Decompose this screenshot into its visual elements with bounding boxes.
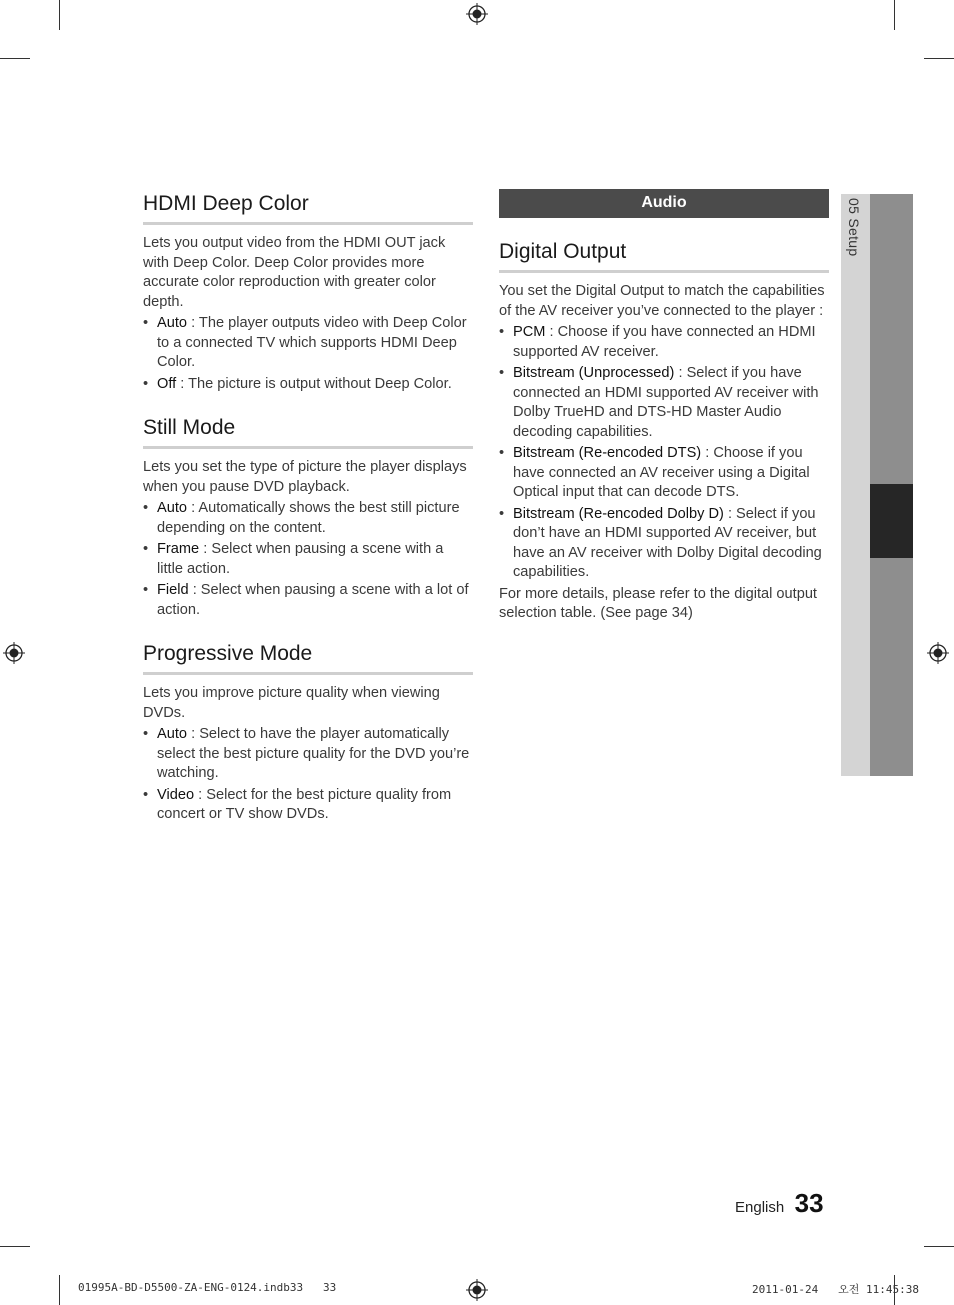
option-text: : Choose if you have connected an AV receiver using a Digital Optical input that can decode DTS. bbox=[513, 445, 810, 500]
page-footer bbox=[735, 1188, 824, 1219]
page-number: 33 bbox=[794, 1188, 824, 1218]
section-title: HDMI Deep Color bbox=[143, 192, 473, 225]
list-item bbox=[143, 786, 473, 825]
option-term: Auto bbox=[157, 726, 188, 742]
list-item bbox=[499, 323, 829, 362]
chapter-tab-background bbox=[841, 194, 870, 776]
crop-mark bbox=[59, 0, 60, 30]
option-term: Off bbox=[157, 375, 177, 392]
bullet: • bbox=[143, 726, 149, 742]
list-item bbox=[143, 540, 473, 579]
chapter-tab-marker bbox=[870, 484, 913, 558]
registration-mark-icon bbox=[466, 1279, 488, 1301]
option-text: : Select when pausing a scene with a little action. bbox=[157, 541, 444, 577]
list-item bbox=[143, 581, 473, 620]
option-text: : Automatically shows the best still picture depending on the content. bbox=[157, 500, 460, 536]
option-text: : Choose if you have connected an HDMI supported AV receiver. bbox=[513, 324, 816, 360]
bullet: • bbox=[499, 445, 505, 461]
right-column bbox=[499, 189, 829, 646]
crop-mark bbox=[894, 0, 895, 30]
option-term: Bitstream (Unprocessed) bbox=[513, 365, 675, 381]
registration-mark-icon bbox=[3, 642, 25, 664]
bullet: • bbox=[499, 365, 505, 381]
registration-mark-icon bbox=[927, 642, 949, 664]
registration-mark-icon bbox=[466, 3, 488, 25]
file-info: 01995A-BD-D5500-ZA-ENG-0124.indb33 33 bbox=[78, 1281, 337, 1294]
section-title: Progressive Mode bbox=[143, 642, 473, 675]
list-item bbox=[499, 364, 829, 442]
bullet: • bbox=[143, 315, 149, 331]
section-digital-output bbox=[499, 240, 829, 624]
section-note: For more details, please refer to the digital output selection table. (See page 34) bbox=[499, 585, 817, 621]
option-text: : Select if you have connected an HDMI supported AV receiver with Dolby TrueHD and DTS-HD Master Audio decoding capabilities. bbox=[513, 365, 819, 440]
chapter-tab-label: 05 Setup bbox=[846, 198, 862, 257]
print-timestamp: 2011-01-24 오전 11:45:38 bbox=[752, 1283, 919, 1296]
crop-mark bbox=[924, 58, 954, 59]
bullet: • bbox=[499, 324, 505, 340]
section-intro: You set the Digital Output to match the capabilities of the AV receiver you’ve connected to the player : bbox=[499, 283, 825, 319]
option-list bbox=[499, 323, 829, 583]
bullet: • bbox=[143, 541, 149, 557]
option-term: Bitstream (Re-encoded Dolby D) bbox=[513, 505, 724, 522]
section-progressive-mode bbox=[143, 642, 473, 825]
audio-banner: Audio bbox=[499, 189, 829, 218]
option-term: PCM bbox=[513, 324, 546, 340]
list-item bbox=[143, 314, 473, 373]
bullet: • bbox=[143, 786, 149, 803]
option-term: Video bbox=[157, 786, 195, 803]
bullet: • bbox=[143, 582, 149, 598]
list-item bbox=[499, 444, 829, 503]
left-column bbox=[143, 192, 473, 847]
list-item bbox=[143, 725, 473, 784]
section-intro: Lets you improve picture quality when viewing DVDs. bbox=[143, 685, 440, 721]
option-term: Auto bbox=[157, 315, 188, 331]
option-text: : Select when pausing a scene with a lot of action. bbox=[157, 582, 469, 618]
bullet: • bbox=[143, 375, 149, 392]
list-item bbox=[143, 499, 473, 538]
crop-mark bbox=[0, 1246, 30, 1247]
option-text: : Select if you don’t have an HDMI supported AV receiver, but have an AV receiver with Dolby Digital decoding capabilities. bbox=[513, 505, 822, 580]
section-title: Still Mode bbox=[143, 416, 473, 449]
list-item bbox=[143, 375, 473, 395]
list-item bbox=[499, 505, 829, 583]
option-text: : Select for the best picture quality from concert or TV show DVDs. bbox=[157, 786, 452, 822]
bullet: • bbox=[499, 505, 505, 522]
option-list bbox=[143, 499, 473, 620]
option-term: Auto bbox=[157, 500, 188, 516]
section-title: Digital Output bbox=[499, 240, 829, 273]
option-list bbox=[143, 314, 473, 394]
crop-mark bbox=[924, 1246, 954, 1247]
crop-mark bbox=[59, 1275, 60, 1305]
option-term: Frame bbox=[157, 541, 200, 557]
option-text: : The player outputs video with Deep Color to a connected TV which supports HDMI Deep Color. bbox=[157, 315, 467, 370]
option-term: Field bbox=[157, 582, 189, 598]
option-list bbox=[143, 725, 473, 825]
section-intro: Lets you set the type of picture the player displays when you pause DVD playback. bbox=[143, 459, 467, 495]
option-term: Bitstream (Re-encoded DTS) bbox=[513, 445, 702, 461]
bullet: • bbox=[143, 500, 149, 516]
crop-mark bbox=[0, 58, 30, 59]
section-intro: Lets you output video from the HDMI OUT jack with Deep Color. Deep Color provides more accurate color reproduction with greater color depth. bbox=[143, 235, 446, 310]
section-hdmi-deep-color bbox=[143, 192, 473, 394]
option-text: : The picture is output without Deep Color. bbox=[176, 375, 452, 392]
option-text: : Select to have the player automatically select the best picture quality for the DVD you’re watching. bbox=[157, 726, 470, 781]
section-still-mode bbox=[143, 416, 473, 620]
language-label: English bbox=[735, 1199, 785, 1216]
